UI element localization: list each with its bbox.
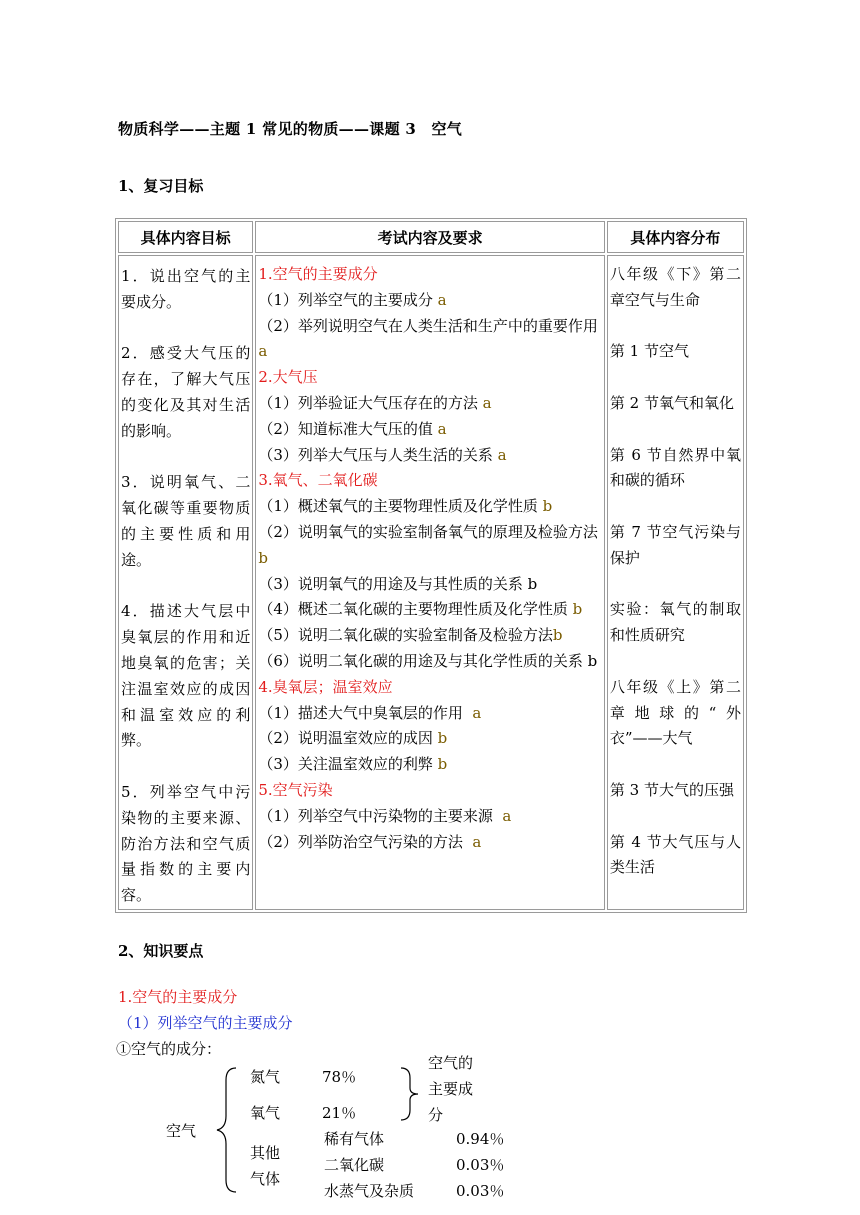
requirement-grade: a <box>482 393 492 412</box>
distribution-item: 八年级《上》第二章地球的“外衣”——大气 <box>609 677 741 748</box>
requirement-item: （1）列举验证大气压存在的方法 a <box>258 393 492 412</box>
other-gases-label: 其他气体 <box>250 1144 281 1188</box>
rare-gas-value: 0.94％ <box>456 1130 505 1148</box>
requirement-grade: b <box>552 626 563 645</box>
requirement-heading: 3.氧气、二氧化碳 <box>258 471 378 490</box>
requirement-item: （2）知道标准大气压的值 a <box>258 419 447 438</box>
requirement-heading: 2.大气压 <box>258 368 318 387</box>
oxygen-value: 21％ <box>322 1104 357 1122</box>
requirement-item: （2）举列说明空气在人类生活和生产中的重要作用 a <box>258 316 598 361</box>
distribution-item: 第 2 节氧气和氧化 <box>609 393 734 412</box>
rare-gas-label: 稀有气体 <box>324 1130 385 1148</box>
distribution-item: 第 3 节大气的压强 <box>609 780 734 799</box>
knowledge-heading: 1.空气的主要成分 <box>118 988 238 1006</box>
requirement-item: （3）列举大气压与人类生活的关系 a <box>258 445 507 464</box>
requirement-heading: 1.空气的主要成分 <box>258 265 378 283</box>
requirement-item: （1）列举空气的主要成分 a <box>258 290 447 309</box>
requirement-grade: a <box>472 703 482 722</box>
requirement-item: （6）说明二氧化碳的用途及与其化学性质的关系 b <box>258 651 598 670</box>
oxygen-label: 氧气 <box>250 1104 281 1122</box>
goal-item: 3．说明氧气、二氧化碳等重要物质的主要性质和用途。 <box>121 473 251 569</box>
carbon-dioxide-value: 0.03％ <box>456 1156 505 1174</box>
requirement-item: （5）说明二氧化碳的实验室制备及检验方法b <box>258 626 563 645</box>
composition-intro: ①空气的成分： <box>116 1040 222 1058</box>
section-heading-knowledge: 2、知识要点 <box>118 942 204 960</box>
requirement-grade: b <box>437 755 448 774</box>
section-heading-goals: 1、复习目标 <box>118 177 204 195</box>
page-title: 物质科学——主题 1 常见的物质——课题 3 空气 <box>118 120 463 138</box>
goal-item: 1．说出空气的主要成分。 <box>121 267 251 311</box>
requirement-grade: b <box>542 497 553 516</box>
right-brace-icon <box>398 1066 422 1122</box>
requirements-cell <box>255 255 605 910</box>
knowledge-subheading: （1）列举空气的主要成分 <box>118 1014 293 1032</box>
column-header: 考试内容及要求 <box>255 221 605 253</box>
requirement-grade: a <box>502 806 512 825</box>
requirement-grade: b <box>527 574 538 593</box>
distribution-item: 第 6 节自然界中氧和碳的循环 <box>609 445 741 490</box>
requirement-grade: b <box>437 729 448 748</box>
main-components-label: 空气的主要成分 <box>428 1054 474 1124</box>
left-brace-icon <box>214 1066 240 1194</box>
column-header: 具体内容目标 <box>118 221 253 253</box>
requirement-item: （1）列举空气中污染物的主要来源 a <box>258 806 512 825</box>
table-row <box>118 255 744 910</box>
table-header-row <box>118 221 744 253</box>
requirement-item: （2）说明氧气的实验室制备氧气的原理及检验方法b <box>258 522 598 567</box>
requirement-grade: a <box>437 419 447 438</box>
distribution-cell <box>607 255 744 910</box>
distribution-item: 第 7 节空气污染与保护 <box>609 522 741 567</box>
requirement-grade: a <box>258 342 268 361</box>
requirement-grade: a <box>437 290 447 309</box>
goal-item: 5．列举空气中污染物的主要来源、防治方法和空气质量指数的主要内容。 <box>121 782 251 905</box>
column-header: 具体内容分布 <box>607 221 744 253</box>
goals-cell <box>118 255 253 910</box>
nitrogen-value: 78％ <box>322 1068 357 1086</box>
carbon-dioxide-label: 二氧化碳 <box>324 1156 385 1174</box>
requirement-heading: 5.空气污染 <box>258 780 333 799</box>
distribution-item: 第 1 节空气 <box>609 342 689 361</box>
composition-root-label: 空气 <box>166 1122 197 1140</box>
requirement-grade: b <box>572 600 583 619</box>
goal-item: 2．感受大气压的存在，了解大气压的变化及其对生活的影响。 <box>121 344 251 440</box>
water-vapor-label: 水蒸气及杂质 <box>324 1182 415 1200</box>
goal-item: 4．描述大气层中臭氧层的作用和近地臭氧的危害；关注温室效应的成因和温室效应的利弊。 <box>121 602 251 750</box>
requirement-grade: b <box>258 548 268 567</box>
requirement-item: （2）列举防治空气污染的方法 a <box>258 832 482 851</box>
requirement-item: （4）概述二氧化碳的主要物理性质及化学性质 b <box>258 600 583 619</box>
requirement-item: （1）概述氧气的主要物理性质及化学性质 b <box>258 497 553 516</box>
requirement-heading: 4.臭氧层；温室效应 <box>258 677 393 696</box>
water-vapor-value: 0.03％ <box>456 1182 505 1200</box>
requirement-item: （3）说明氧气的用途及与其性质的关系 b <box>258 574 538 593</box>
requirement-grade: b <box>587 651 598 670</box>
distribution-item: 实验：氧气的制取和性质研究 <box>609 600 741 645</box>
distribution-item: 第 4 节大气压与人类生活 <box>609 832 741 877</box>
requirement-grade: a <box>497 445 507 464</box>
requirement-item: （2）说明温室效应的成因 b <box>258 729 448 748</box>
nitrogen-label: 氮气 <box>250 1068 281 1086</box>
distribution-item: 八年级《下》第二章空气与生命 <box>609 265 741 309</box>
requirement-grade: a <box>472 832 482 851</box>
requirement-item: （1）描述大气中臭氧层的作用 a <box>258 703 482 722</box>
review-goals-table <box>115 218 747 913</box>
requirement-item: （3）关注温室效应的利弊 b <box>258 755 448 774</box>
